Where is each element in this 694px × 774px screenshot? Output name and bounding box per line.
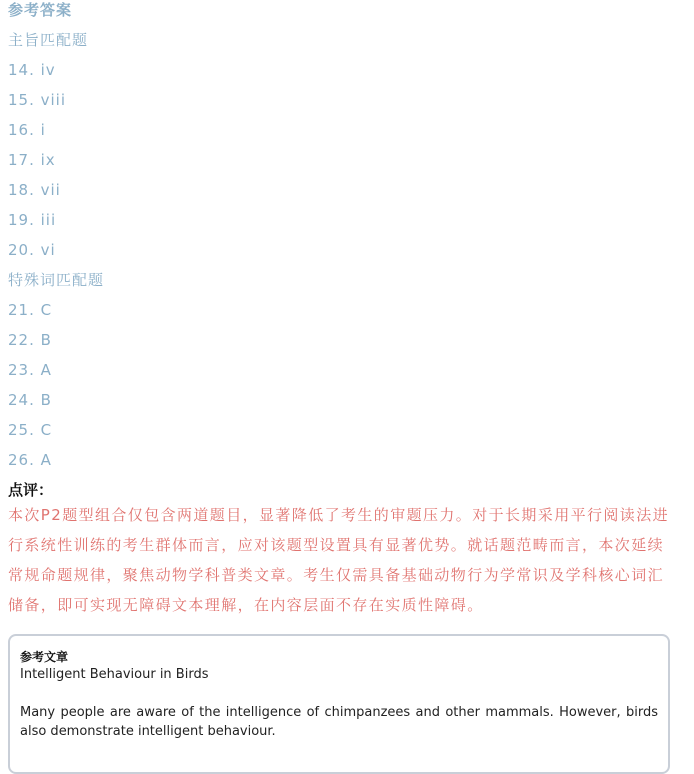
comment-line: 储备，即可实现无障碍文本理解，在内容层面不存在实质性障碍。	[8, 596, 484, 614]
answer-item: 20. vi	[8, 241, 56, 259]
comment-body	[8, 500, 686, 620]
answer-item: 22. B	[8, 331, 52, 349]
comment-line: 行系统性训练的考生群体而言，应对该题型设置具有显著优势。就话题范畴而言，本次延续	[8, 536, 665, 554]
answer-section	[8, 0, 686, 620]
answer-item: 14. iv	[8, 61, 56, 79]
comment-line: 本次P2题型组合仅包含两道题目，显著降低了考生的审题压力。对于长期采用平行阅读法进	[8, 506, 669, 524]
answer-item: 16. i	[8, 121, 46, 139]
comment-title: 点评：	[8, 481, 54, 499]
answer-item: 25. C	[8, 421, 53, 439]
answer-item: 23. A	[8, 361, 52, 379]
main-idea-answer-list	[8, 60, 686, 270]
article-paragraph: Many people are aware of the intelligence of chimpanzees and other mammals. However, birds also demonstrate intelligent behaviour.	[20, 705, 658, 739]
answer-item: 15. viii	[8, 91, 67, 109]
answer-item: 17. ix	[8, 151, 56, 169]
answer-item: 21. C	[8, 301, 53, 319]
answer-item: 26. A	[8, 451, 52, 469]
reference-article-box	[8, 634, 670, 774]
article-title: Intelligent Behaviour in Birds	[20, 667, 209, 682]
comment-line: 常规命题规律，聚焦动物学科普类文章。考生仅需具备基础动物行为学常识及学科核心词汇	[8, 566, 665, 584]
article-label: 参考文章	[20, 650, 69, 664]
answer-item: 24. B	[8, 391, 52, 409]
answers-heading: 参考答案	[8, 1, 73, 19]
special-words-answer-list	[8, 300, 686, 480]
section-title-main-idea: 主旨匹配题	[8, 31, 89, 49]
answer-item: 18. vii	[8, 181, 61, 199]
answer-item: 19. iii	[8, 211, 57, 229]
section-title-special-words: 特殊词匹配题	[8, 271, 105, 289]
